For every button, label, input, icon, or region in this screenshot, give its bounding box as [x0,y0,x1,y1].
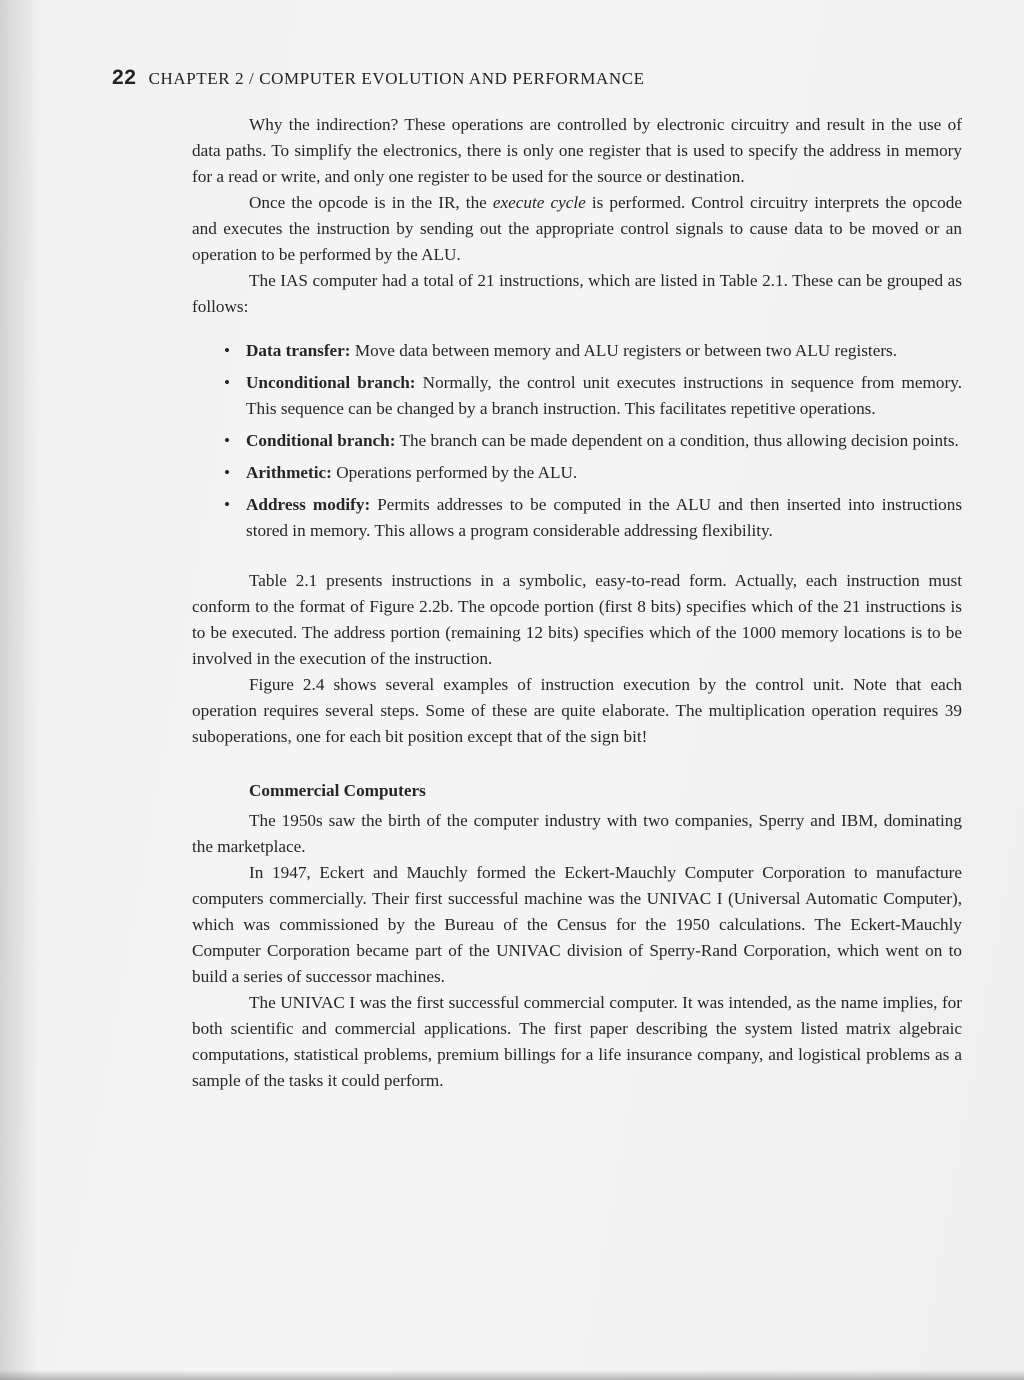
paragraph-instruction-groups: The IAS computer had a total of 21 instructions, which are listed in Table 2.1. These can be grouped as follows: [192,271,962,316]
bullet-icon: • [224,431,231,450]
list-item-text: Operations performed by the ALU. [331,463,578,482]
paragraph-eckert-mauchly: In 1947, Eckert and Mauchly formed the Eckert-Mauchly Computer Corporation to manufacture computers commercially. Their first successful machine was the UNIVAC I (Universal Automatic Computer), which was commissioned by the Bureau of the Census for the 1950 calculations. The Eckert-Mauchly Computer Corporation became part of the UNIVAC division of Sperry-Rand Corporation, which went on to build a series of successor machines. [192,863,962,986]
execute-cycle-term: execute cycle [492,193,586,212]
running-title: CHAPTER 2 / COMPUTER EVOLUTION AND PERFORMANCE [148,69,645,88]
list-item-term: Conditional branch: [246,431,396,450]
bullet-icon: • [224,341,231,360]
list-item-text: Move data between memory and ALU registers or between two ALU registers. [350,341,898,360]
section-heading: Commercial Computers [249,781,426,800]
spacer [192,550,962,568]
page-number: 22 [112,66,137,89]
list-item-text: The branch can be made dependent on a condition, thus allowing decision points. [395,431,959,450]
running-head [112,66,645,90]
paragraph-1950s: The 1950s saw the birth of the computer industry with two companies, Sperry and IBM, dominating the marketplace. [192,811,962,856]
list-item [220,460,962,486]
list-item-term: Data transfer: [246,341,351,360]
body-text [192,112,962,1094]
paragraph-indirection: Why the indirection? These operations are controlled by electronic circuitry and result in the use of data paths. To simplify the electronics, there is only one register that is used to specify the address in memory for a read or write, and only one register to be used for the source or destination. [192,115,962,186]
list-item [220,338,962,364]
spine-shadow [0,0,40,1380]
list-item-text: Normally, the control unit executes instructions in sequence from memory. This sequence can be changed by a branch instruction. This facilitates repetitive operations. [246,373,962,418]
page-edge-shadow [0,1370,1024,1380]
list-item [220,492,962,544]
bullet-icon: • [224,495,231,514]
list-item-term: Unconditional branch: [246,373,416,392]
paragraph-table-2-1: Table 2.1 presents instructions in a symbolic, easy-to-read form. Actually, each instruction must conform to the format of Figure 2.2b. The opcode portion (first 8 bits) specifies which of the 21 instructions is to be executed. The address portion (remaining 12 bits) specifies which of the 1000 memory locations is to be involved in the execution of the instruction. [192,571,962,668]
list-item-term: Arithmetic: [246,463,332,482]
bullet-icon: • [224,373,231,392]
list-item-text: Permits addresses to be computed in the ALU and then inserted into instructions stored in memory. This allows a program considerable addressing flexibility. [246,495,963,540]
list-item [220,428,962,454]
instruction-group-list [220,338,962,544]
paragraph-univac-i: The UNIVAC I was the first successful commercial computer. It was intended, as the name implies, for both scientific and commercial applications. The first paper describing the system listed matrix algebraic computations, statistical problems, premium billings for a life insurance company, and logistical problems as a sample of the tasks it could perform. [192,993,962,1090]
paragraph-figure-2-4: Figure 2.4 shows several examples of instruction execution by the control unit. Note that each operation requires several steps. Some of these are quite elaborate. The multiplication operation requires 39 suboperations, one for each bit position except that of the sign bit! [192,675,962,746]
execute-text-after: is performed. Control circuitry interprets the opcode and executes the instruction by sending out the appropriate control signals to cause data to be moved or an operation to be performed by the ALU. [192,193,962,264]
bullet-icon: • [224,463,231,482]
execute-text-before: Once the opcode is in the IR, the [249,193,493,212]
list-item-term: Address modify: [246,495,371,514]
paragraph-execute-cycle [192,190,962,268]
list-item [220,370,962,422]
